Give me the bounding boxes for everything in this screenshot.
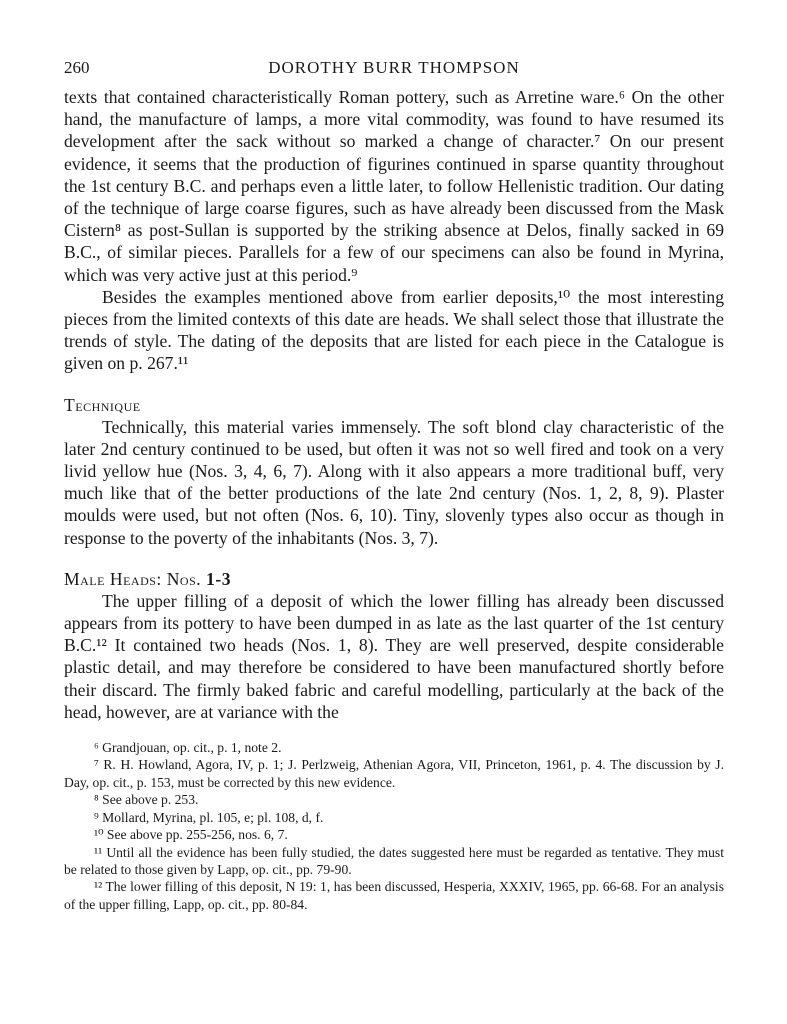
footnote-7: ⁷ R. H. Howland, Agora, IV, p. 1; J. Perlzweig, Athenian Agora, VII, Princeton, 1961, p. 4. The discussion by J. Day, op. cit., p. 153, must be corrected by this new evidence. [64,757,724,790]
technique-paragraph: Technically, this material varies immensely. The soft blond clay characteristic of the later 2nd century continued to be used, but often it was not so well fired and took on a very livid yellow hue (Nos. 3, 4, 6, 7). Along with it also appears a more traditional buff, very much like that of the better productions of the late 2nd century (Nos. 1, 2, 8, 9). Plaster moulds were used, but not often (Nos. 6, 10). Tiny, slovenly types also occur as though in response to the poverty of the inhabitants (Nos. 3, 7). [64,416,724,548]
page-number: 260 [64,58,90,77]
section-heading-technique: Technique [64,394,141,415]
paragraph-2: Besides the examples mentioned above from earlier deposits,¹⁰ the most interesting pieces from the limited contexts of this date are heads. We shall select those that illustrate the trends of style. The dating of the deposits that are listed for each piece in the Catalogue is given on p. 267.¹¹ [64,286,724,374]
section-heading-male-heads [64,568,724,590]
male-heads-heading-range: 1-3 [206,568,231,589]
male-heads-heading-label: Male Heads: Nos. [64,568,202,589]
footnote-8: ⁸ See above p. 253. [94,792,199,808]
page [64,58,724,913]
paragraph-1: texts that contained characteristically Roman pottery, such as Arretine ware.⁶ On the other hand, the manufacture of lamps, a more vital commodity, was found to have resumed its development after the sack without so marked a change of character.⁷ On our present evidence, it seems that the production of figurines continued in sparse quantity throughout the 1st century B.C. and perhaps even a little later, to follow Hellenistic tradition. Our dating of the technique of large coarse figures, such as have already been discussed from the Mask Cistern⁸ as post-Sullan is supported by the striking absence at Delos, finally sacked in 69 B.C., of similar pieces. Parallels for a few of our specimens can also be found in Myrina, which was very active just at this period.⁹ [64,87,724,285]
page-header [64,58,724,86]
footnotes [64,739,724,913]
footnote-12: ¹² The lower filling of this deposit, N 19: 1, has been discussed, Hesperia, XXXIV, 1965, pp. 66-68. For an analysis of the upper filling, Lapp, op. cit., pp. 80-84. [64,879,724,912]
running-head: DOROTHY BURR THOMPSON [268,58,520,77]
footnote-9: ⁹ Mollard, Myrina, pl. 105, e; pl. 108, d, f. [94,809,324,825]
main-text [64,86,724,723]
footnote-10: ¹⁰ See above pp. 255-256, nos. 6, 7. [94,827,288,843]
male-heads-paragraph: The upper filling of a deposit of which the lower filling has already been discussed appears from its pottery to have been dumped in as late as the last quarter of the 1st century B.C.¹² It contained two heads (Nos. 1, 8). They are well preserved, despite considerable plastic detail, and may therefore be considered to have been manufactured shortly before their discard. The firmly baked fabric and careful modelling, particularly at the back of the head, however, are at variance with the [64,590,724,722]
footnote-11: ¹¹ Until all the evidence has been fully studied, the dates suggested here must be regarded as tentative. They must be related to those given by Lapp, op. cit., pp. 79-90. [64,844,724,877]
footnote-6: ⁶ Grandjouan, op. cit., p. 1, note 2. [94,740,282,756]
